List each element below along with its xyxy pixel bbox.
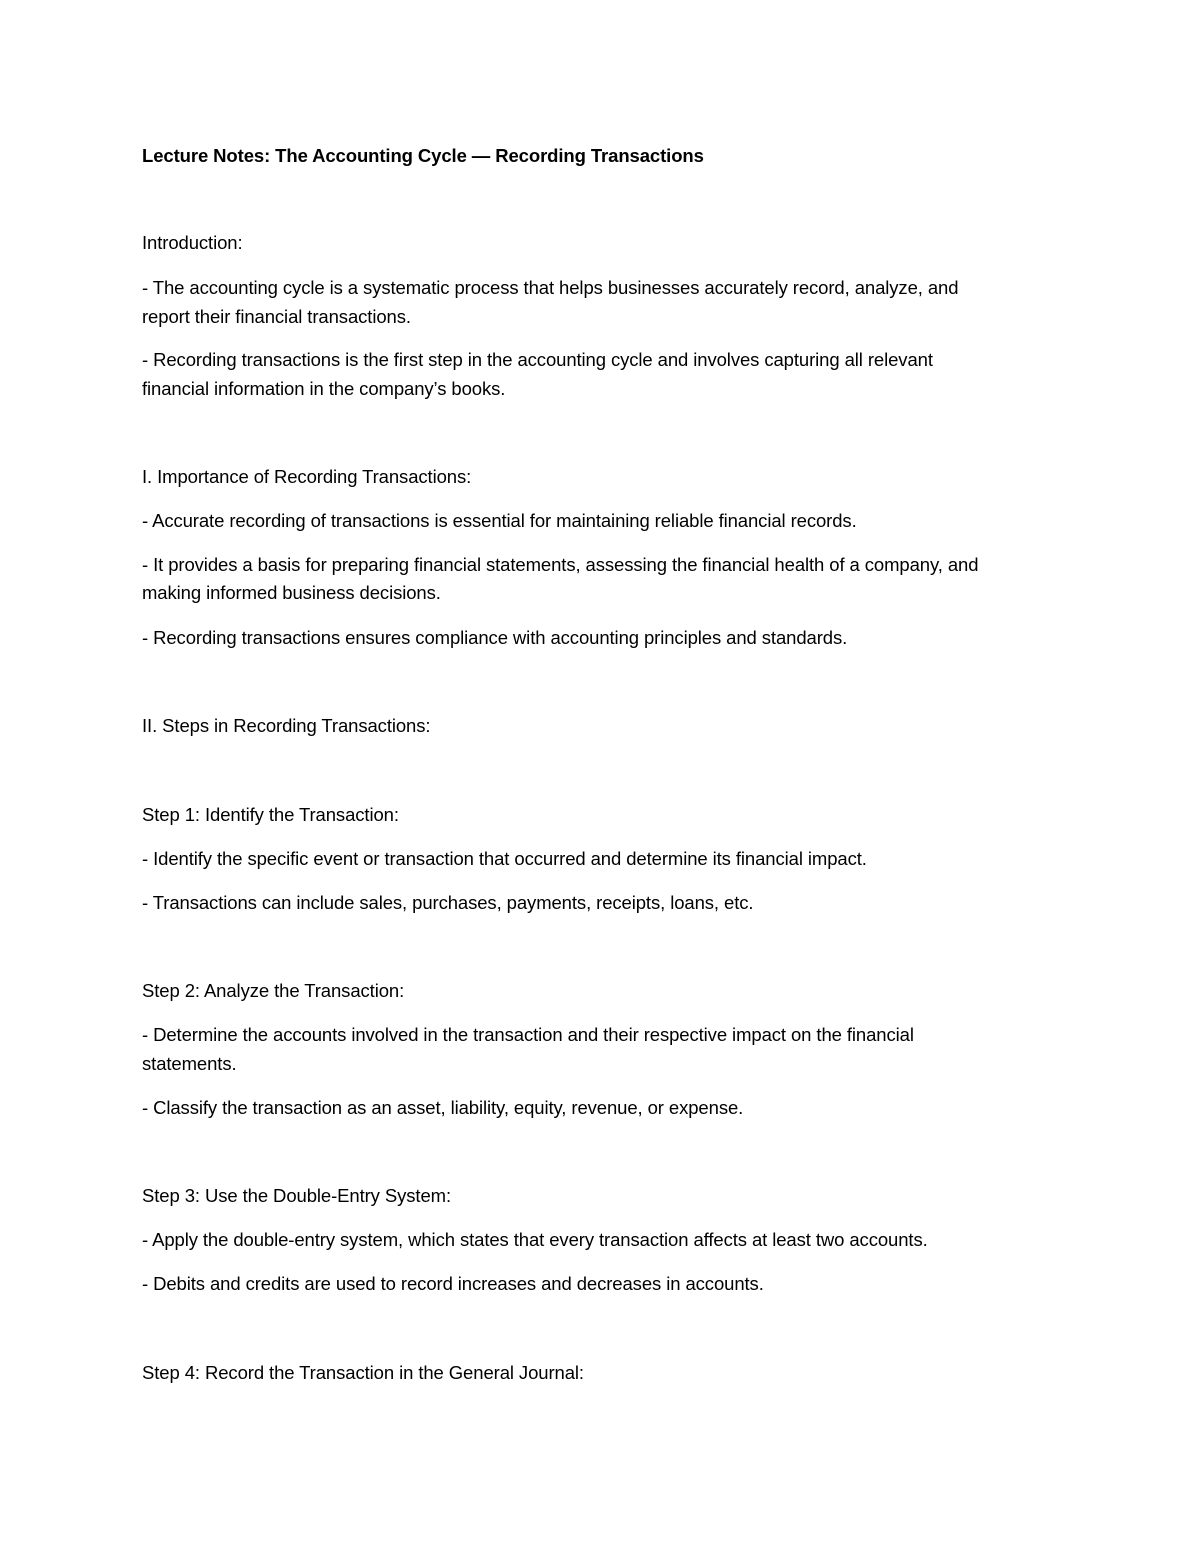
step-3-heading: Step 3: Use the Double-Entry System: (142, 1185, 451, 1206)
step-2-heading: Step 2: Analyze the Transaction: (142, 980, 405, 1001)
section-1-bullet-3: - Recording transactions ensures compliance with accounting principles and standards. (142, 627, 848, 648)
section-1-bullet-2-line-2: making informed business decisions. (142, 582, 441, 603)
section-2-heading: II. Steps in Recording Transactions: (142, 715, 431, 736)
step-1-bullet-1: - Identify the specific event or transaction that occurred and determine its financial impact. (142, 848, 867, 869)
section-1-bullet-1: - Accurate recording of transactions is essential for maintaining reliable financial records. (142, 510, 857, 531)
intro-paragraph-2-line-1: - Recording transactions is the first step in the accounting cycle and involves capturing all relevant (142, 349, 933, 370)
intro-paragraph-1-line-1: - The accounting cycle is a systematic process that helps businesses accurately record, analyze, and (142, 277, 959, 298)
step-1-heading: Step 1: Identify the Transaction: (142, 804, 399, 825)
step-4-heading: Step 4: Record the Transaction in the General Journal: (142, 1362, 584, 1383)
step-3-bullet-1: - Apply the double-entry system, which states that every transaction affects at least two accounts. (142, 1229, 928, 1250)
document-title: Lecture Notes: The Accounting Cycle — Recording Transactions (142, 145, 704, 166)
intro-paragraph-2-line-2: financial information in the company’s books. (142, 378, 506, 399)
step-1-bullet-2: - Transactions can include sales, purchases, payments, receipts, loans, etc. (142, 892, 754, 913)
step-2-bullet-2: - Classify the transaction as an asset, liability, equity, revenue, or expense. (142, 1097, 744, 1118)
step-2-bullet-1-line-1: - Determine the accounts involved in the transaction and their respective impact on the financial (142, 1024, 914, 1045)
step-2-bullet-1-line-2: statements. (142, 1053, 237, 1074)
section-1-bullet-2-line-1: - It provides a basis for preparing financial statements, assessing the financial health of a company, and (142, 554, 979, 575)
intro-paragraph-1-line-2: report their financial transactions. (142, 306, 411, 327)
step-3-bullet-2: - Debits and credits are used to record increases and decreases in accounts. (142, 1273, 764, 1294)
intro-heading: Introduction: (142, 232, 243, 253)
section-1-heading: I. Importance of Recording Transactions: (142, 466, 472, 487)
